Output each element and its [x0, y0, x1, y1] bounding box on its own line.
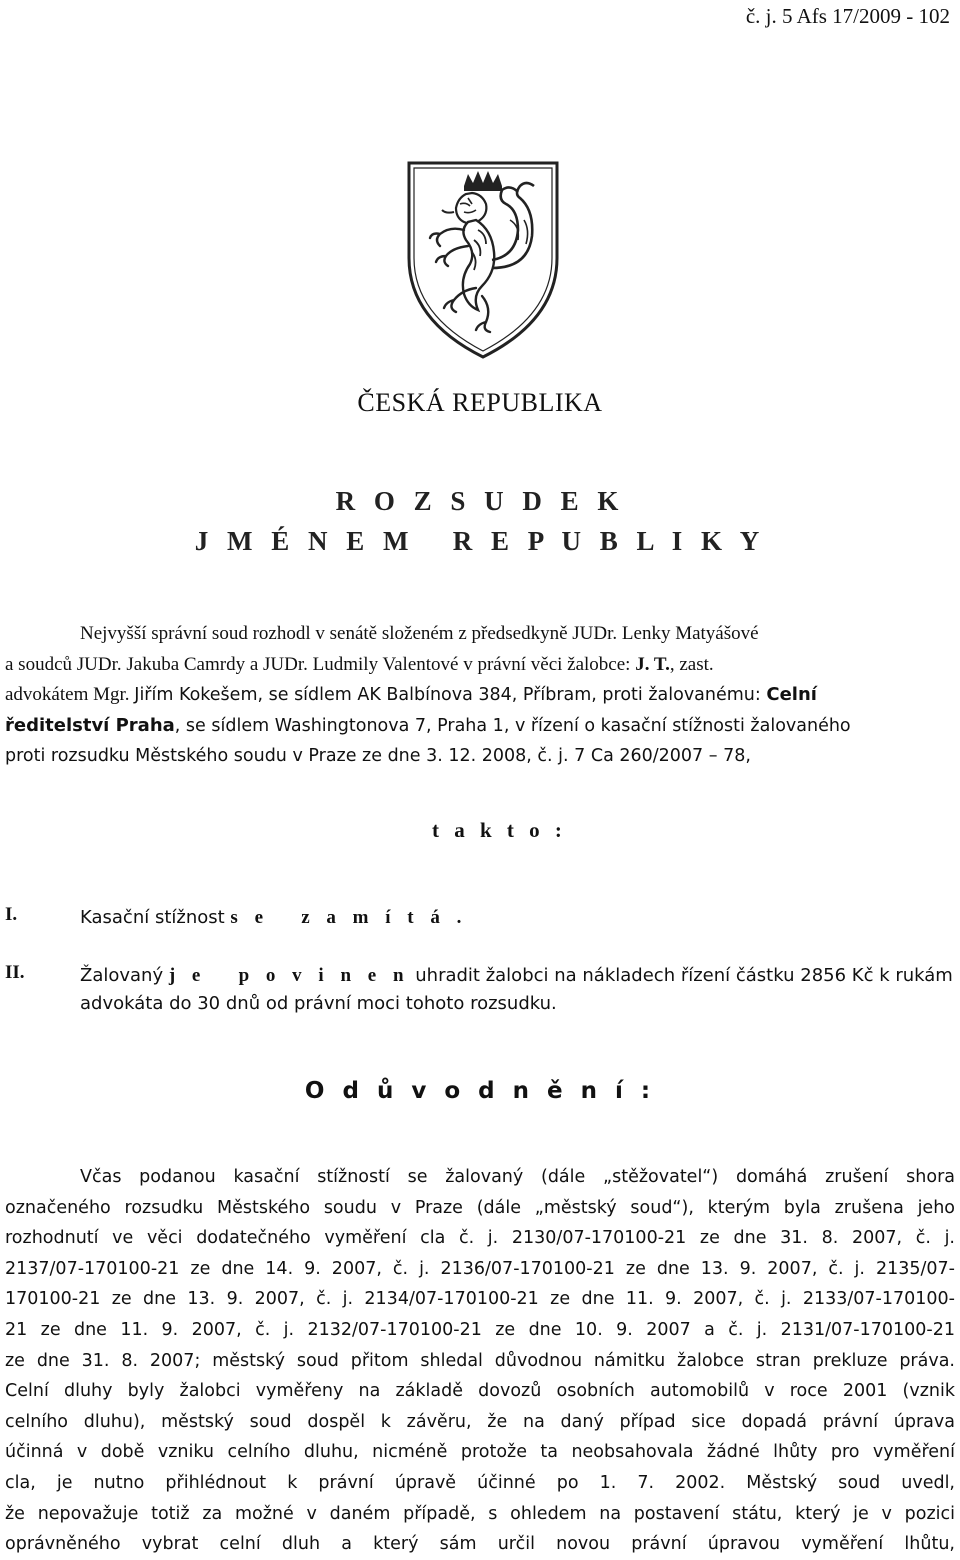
- defendant-name-part1: Celní: [766, 684, 817, 705]
- intro-line-4: [5, 711, 955, 742]
- reasoning-line: celního dluhu), městský soud dospěl k závěru, že na daný případ sice dopadá právní úprava: [5, 1411, 955, 1432]
- case-number: č. j. 5 Afs 17/2009 - 102: [745, 4, 950, 28]
- verdict-text: [80, 962, 960, 1018]
- takto-heading: t a k t o :: [432, 818, 567, 842]
- reasoning-line: že nepovažuje totiž za možné v daném případě, s ohledem na postavení státu, který je v pozici: [5, 1503, 955, 1524]
- reasoning-line: účinná v době vzniku celního dluhu, nicméně protože ta neobsahovala žádné lhůty pro vyměření: [5, 1442, 955, 1463]
- verdict-text-line2: advokáta do 30 dnů od právní moci tohoto rozsudku.: [80, 993, 557, 1014]
- defendant-name-part2: ředitelství Praha: [5, 714, 175, 736]
- intro-line-3a: advokátem Mgr.: [5, 684, 135, 705]
- reasoning-line: označeného rozsudku Městského soudu v Praze (dále „městský soud“), kterým byla zrušena jeho: [5, 1197, 955, 1218]
- verdict-number: I.: [5, 904, 18, 925]
- verdict-text-a: Žalovaný: [80, 965, 169, 986]
- intro-line-5: proti rozsudku Městského soudu v Praze ze dne 3. 12. 2008, č. j. 7 Ca 260/2007 – 78,: [5, 746, 751, 766]
- reasoning-line: cla, je nutno přihlédnout k právní úpravě účinné po 1. 7. 2002. Městský soud uvedl,: [5, 1472, 955, 1493]
- verdict-spaced: j e p o v i n e n: [168, 965, 410, 986]
- intro-line-3: [5, 680, 955, 711]
- intro-line-1: Nejvyšší správní soud rozhodl v senátě složeném z předsedkyně JUDr. Lenky Matyášové: [80, 623, 759, 644]
- reasoning-heading: O d ů v o d n ě n í :: [304, 1078, 656, 1104]
- reasoning-line: 2137/07-170100-21 ze dne 14. 9. 2007, č. j. 2136/07-170100-21 ze dne 13. 9. 2007, č. j. 2135/07-: [5, 1258, 955, 1279]
- country-heading: ČESKÁ REPUBLIKA: [357, 388, 603, 417]
- intro-line-4b: , se sídlem Washingtonova 7, Praha 1, v řízení o kasační stížnosti žalovaného: [174, 715, 851, 736]
- reasoning-line: 21 ze dne 11. 9. 2007, č. j. 2132/07-170100-21 ze dne 10. 9. 2007 a č. j. 2131/07-170100-21: [5, 1319, 955, 1340]
- czech-coat-of-arms-icon: [406, 160, 560, 360]
- verdict-spaced: s e z a m í t á .: [230, 907, 468, 928]
- intro-line-3b: Jiřím Kokešem, se sídlem AK Balbínova 384, Příbram, proti žalovanému:: [134, 685, 767, 705]
- intro-line-2a: a soudců JUDr. Jakuba Camrdy a JUDr. Ludmily Valentové v právní věci žalobce:: [5, 653, 636, 675]
- intro-paragraph: [5, 619, 955, 772]
- verdict-text-a: Kasační stížnost: [80, 907, 231, 928]
- intro-line-2c: , zast.: [669, 653, 714, 675]
- verdict-number: II.: [5, 962, 25, 983]
- verdict-text: [80, 904, 960, 932]
- reasoning-line: Celní dluhy byly žalobci vyměřeny na základě dovozů osobních automobilů v roce 2001 (vznik: [5, 1381, 955, 1402]
- judgment-title: R O Z S U D E K: [335, 486, 625, 516]
- reasoning-line: ze dne 31. 8. 2007; městský soud přitom shledal důvodnou námitku žalobce stran prekluze práva.: [5, 1350, 955, 1371]
- reasoning-paragraph: [5, 1162, 955, 1560]
- in-the-name-of-republic: [0, 526, 960, 557]
- plaintiff-name: J. T.: [635, 653, 670, 675]
- verdict-text-b: uhradit žalobci na nákladech řízení částku 2856 Kč k rukám: [409, 965, 953, 986]
- reasoning-line: oprávněného vybrat celní dluh a který sám určil novou právní úpravou vyměření lhůtu,: [5, 1534, 955, 1555]
- intro-line-2: [5, 650, 955, 681]
- title-line2: J M É N E M R E P U B L I K Y: [194, 526, 766, 556]
- reasoning-line: Včas podanou kasační stížností se žalovaný (dále „stěžovatel“) domáhá zrušení shora: [80, 1167, 955, 1187]
- reasoning-line: 170100-21 ze dne 13. 9. 2007, č. j. 2134/07-170100-21 ze dne 11. 9. 2007, č. j. 2133/07-170100-: [5, 1289, 955, 1310]
- reasoning-line: rozhodnutí ve věci dodatečného vyměření cla č. j. 2130/07-170100-21 ze dne 31. 8. 2007, č. j.: [5, 1228, 955, 1249]
